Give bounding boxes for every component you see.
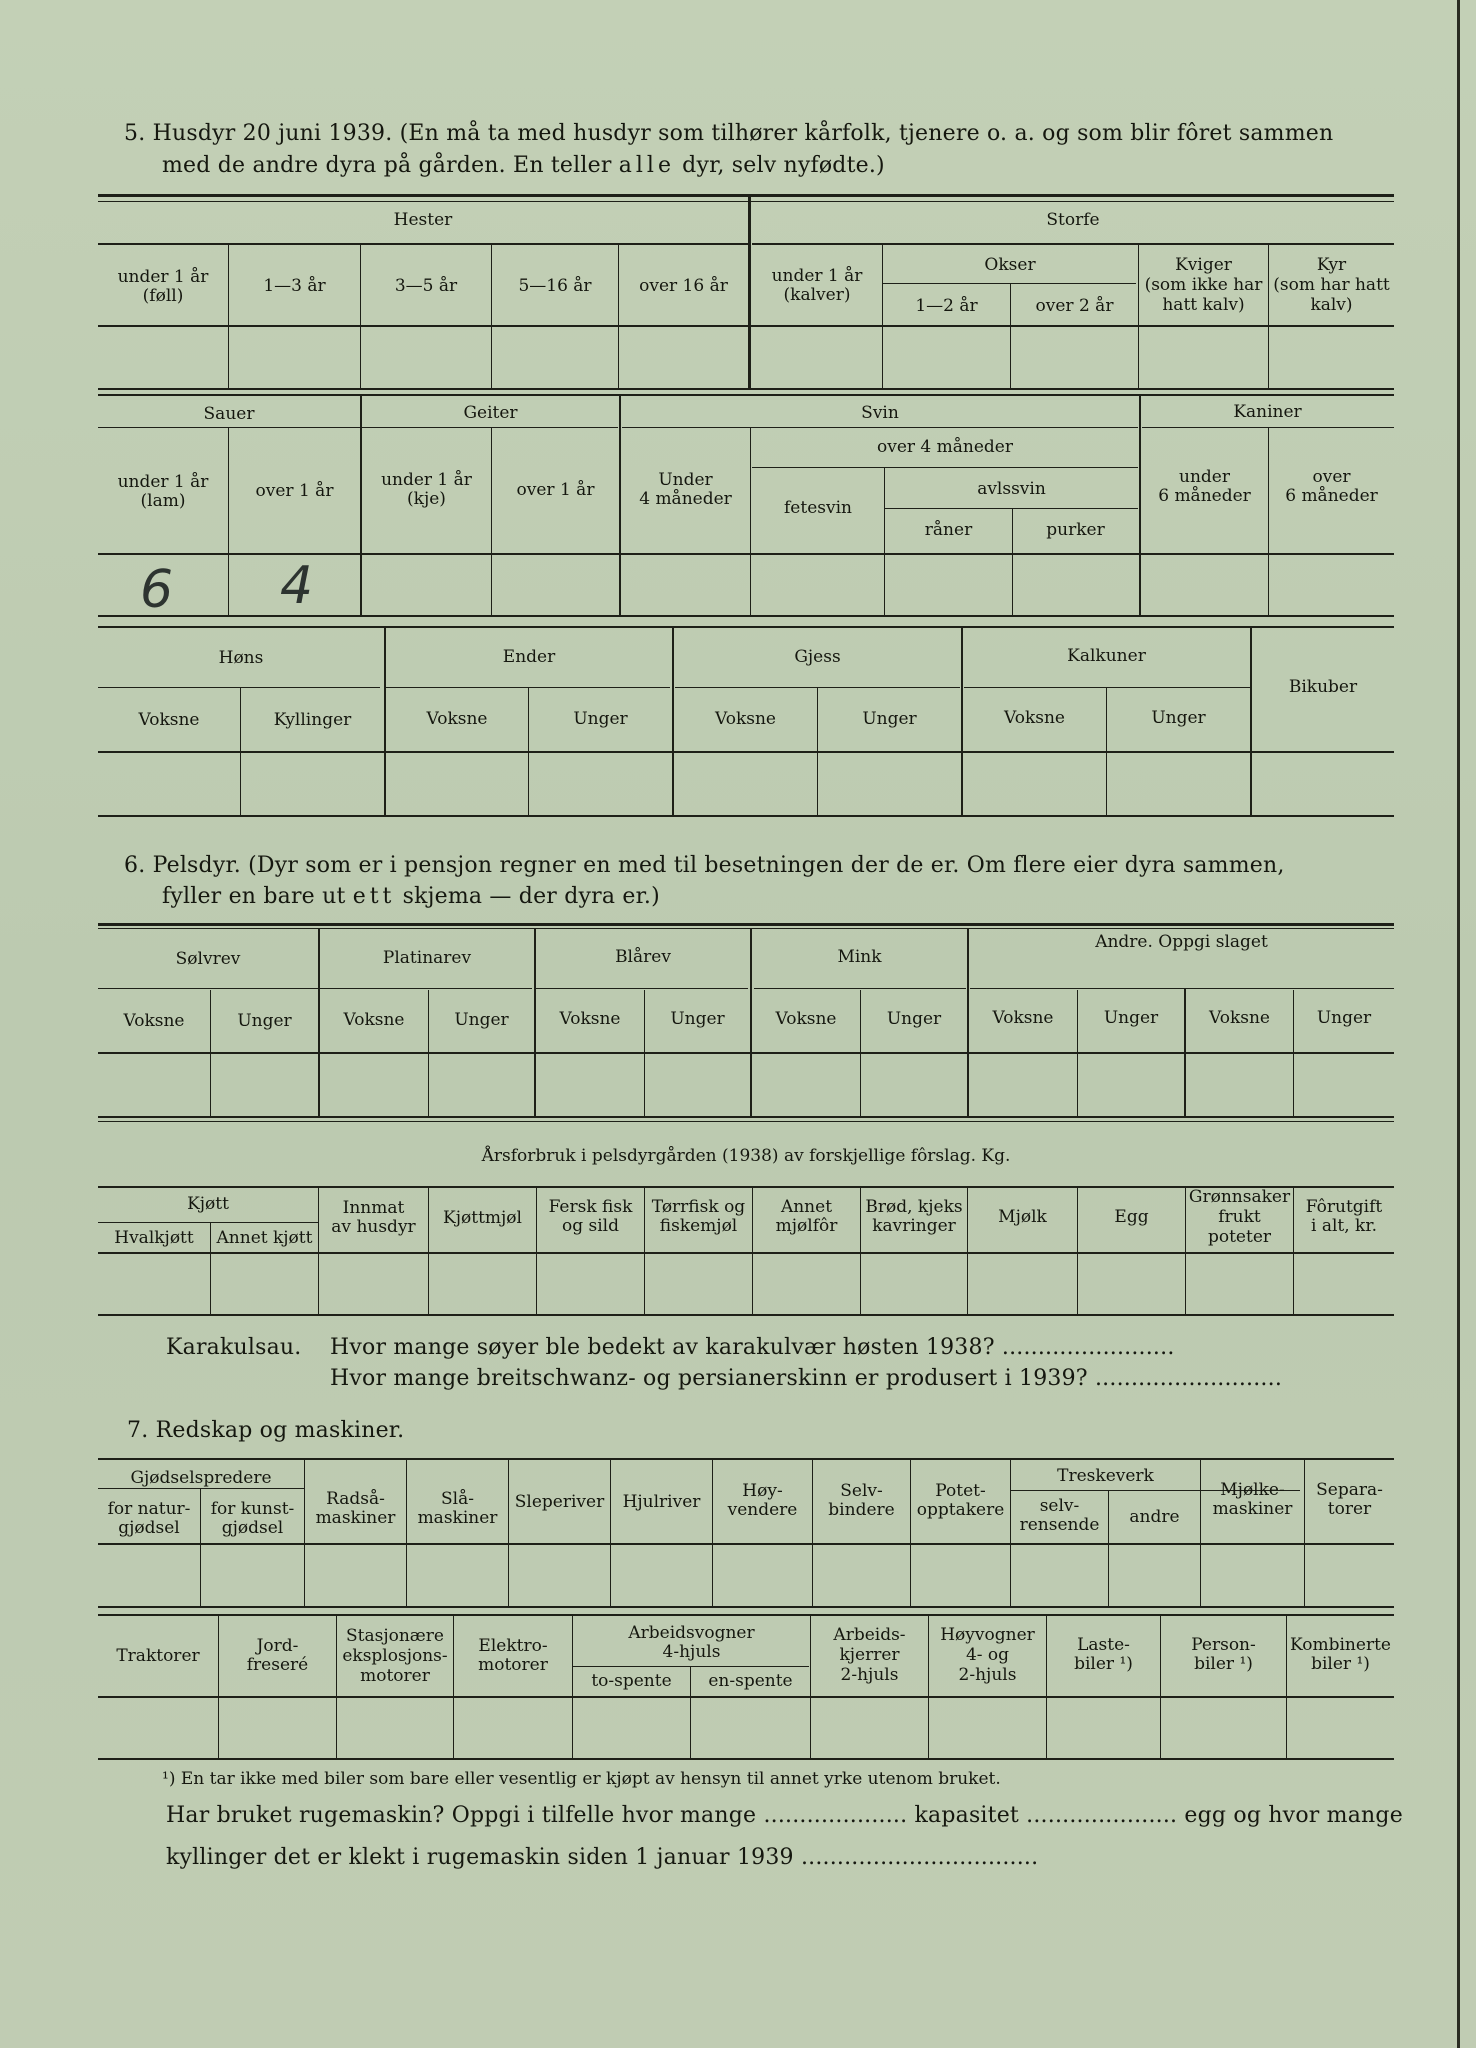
table-rule xyxy=(98,427,618,428)
fersk-fisk-label: Fersk fisk og sild xyxy=(548,1197,633,1236)
selvbindere-label: Selv- bindere xyxy=(828,1481,895,1520)
table-rule xyxy=(360,245,361,389)
andre1-unger-label: Unger xyxy=(1103,1008,1159,1028)
purker-label: purker xyxy=(1046,520,1105,540)
elektromotorer-label: Elektro- motorer xyxy=(478,1636,548,1675)
kombinerte-biler-label: Kombinerte biler ¹) xyxy=(1290,1635,1391,1674)
table-rule xyxy=(98,1252,1394,1254)
annet-kjott-label: Annet kjøtt xyxy=(216,1228,313,1248)
torrfisk-label: Tørrfisk og fiskemjøl xyxy=(651,1197,746,1236)
table-rule xyxy=(98,1614,1394,1616)
mjolk-label: Mjølk xyxy=(998,1207,1047,1227)
blarev-header: Blårev xyxy=(615,947,671,967)
gjess-header: Gjess xyxy=(794,647,841,667)
mink-unger-label: Unger xyxy=(886,1009,942,1029)
ender-voksne-label: Voksne xyxy=(426,709,488,729)
s5-heading-line2: med de andre dyra på gården. En teller alle dyr, selv nyfødte.) xyxy=(162,153,885,178)
lastebiler-label: Laste- biler ¹) xyxy=(1074,1635,1133,1674)
potetopptakere-label: Potet- opptakere xyxy=(916,1481,1005,1520)
table-rule xyxy=(491,245,492,389)
s6-heading-line2: fyller en bare ut ett skjema — der dyra er.) xyxy=(162,884,660,909)
gronnsaker-label: Grønnsaker frukt poteter xyxy=(1188,1187,1291,1247)
hons-voksne-label: Voksne xyxy=(138,710,200,730)
table-rule xyxy=(98,928,1394,929)
table-rule xyxy=(528,688,529,816)
table-rule xyxy=(98,923,1394,926)
solvrev-header: Sølvrev xyxy=(175,949,241,969)
table-rule xyxy=(98,394,1394,396)
s5-heading-line1: 5. Husdyr 20 juni 1939. (En må ta med husdyr som tilhører kårfolk, tjenere o. a. og som blir fôret sammen xyxy=(124,121,1334,146)
forutgift-label: Fôrutgift i alt, kr. xyxy=(1305,1197,1383,1236)
table-rule xyxy=(508,1460,509,1607)
kviger-label: Kviger (som ikke har hatt kalv) xyxy=(1144,255,1263,315)
platinarev-voksne-label: Voksne xyxy=(343,1010,405,1030)
bikuber-header: Bikuber xyxy=(1288,677,1358,697)
table-rule xyxy=(964,687,1250,688)
table-rule xyxy=(98,988,318,989)
solvrev-unger-label: Unger xyxy=(237,1011,292,1031)
hester-under1-label: under 1 år (føll) xyxy=(117,267,209,306)
radsamaskiner-label: Radså- maskiner xyxy=(315,1489,396,1528)
platinarev-header: Platinarev xyxy=(382,948,472,968)
geiter-under1-label: under 1 år (kje) xyxy=(381,470,472,509)
table-rule xyxy=(98,751,1394,753)
table-rule xyxy=(406,1460,407,1607)
en-spente-label: en-spente xyxy=(708,1671,793,1691)
gjodselspredere-header: Gjødselspredere xyxy=(130,1468,272,1488)
kaniner-over6-label: over 6 måneder xyxy=(1285,467,1378,506)
svin-under4-label: Under 4 måneder xyxy=(639,470,732,509)
sleperiver-label: Sleperiver xyxy=(514,1492,605,1512)
jordfresere-label: Jord- freseré xyxy=(246,1636,309,1675)
rugemaskin-question-1: Har bruket rugemaskin? Oppgi i tilfelle hvor mange .................... kapasitet ..................... egg og hvor mange xyxy=(166,1803,1403,1828)
selvrensende-label: selv- rensende xyxy=(1019,1496,1100,1535)
treskeverk-andre-label: andre xyxy=(1129,1507,1180,1527)
fetesvin-label: fetesvin xyxy=(784,498,852,518)
table-rule xyxy=(98,815,1394,817)
table-rule xyxy=(98,1222,318,1223)
table-rule xyxy=(752,467,1138,468)
table-rule xyxy=(98,1121,1394,1122)
table-rule xyxy=(1268,428,1269,616)
kaniner-header: Kaniner xyxy=(1233,402,1302,422)
separatorer-label: Separa- torer xyxy=(1316,1480,1383,1519)
svin-header: Svin xyxy=(861,403,899,423)
for-naturgjodsel-label: for natur- gjødsel xyxy=(107,1499,191,1538)
geiter-over1-label: over 1 år xyxy=(516,480,595,500)
table-rule xyxy=(98,201,1394,202)
table-rule xyxy=(884,508,1138,509)
kyr-label: Kyr (som har hatt kalv) xyxy=(1273,255,1390,315)
kjott-header: Kjøtt xyxy=(187,1194,229,1214)
sauer-lam-handwritten-value: 6 xyxy=(140,560,174,620)
karakul-question-1: Hvor mange søyer ble bedekt av karakulvær høsten 1938? ........................ xyxy=(330,1335,1175,1360)
slamaskiner-label: Slå- maskiner xyxy=(417,1489,498,1528)
table-rule xyxy=(98,1314,1394,1316)
innmat-label: Innmat av husdyr xyxy=(331,1198,416,1237)
table-rule xyxy=(98,243,748,245)
stasjonaere-motorer-label: Stasjonære eksplosjons- motorer xyxy=(342,1626,448,1686)
kalkuner-voksne-label: Voksne xyxy=(1004,708,1065,728)
hester-3-5-label: 3—5 år xyxy=(394,276,458,296)
arsforbruk-title: Årsforbruk i pelsdyrgården (1938) av forskjellige fôrslag. Kg. xyxy=(481,1146,1011,1166)
table-rule xyxy=(491,428,492,616)
table-rule xyxy=(98,1052,1394,1054)
hester-header: Hester xyxy=(393,210,453,230)
gjess-unger-label: Unger xyxy=(862,709,917,729)
hoyvendere-label: Høy- vendere xyxy=(727,1481,798,1520)
andre1-voksne-label: Voksne xyxy=(992,1008,1054,1028)
raner-label: råner xyxy=(924,520,973,540)
treskeverk-header: Treskeverk xyxy=(1057,1466,1154,1486)
table-rule xyxy=(98,325,1394,327)
table-rule xyxy=(98,1116,1394,1118)
avlssvin-header: avlssvin xyxy=(977,479,1046,499)
table-rule xyxy=(304,1460,305,1607)
hester-over16-label: over 16 år xyxy=(639,276,728,296)
ender-unger-label: Unger xyxy=(573,709,628,729)
hjulriver-label: Hjulriver xyxy=(622,1492,701,1512)
karakul-question-2: Hvor mange breitschwanz- og persianerskinn er produsert i 1939? .......................... xyxy=(330,1366,1283,1391)
table-rule xyxy=(622,427,1138,428)
sauer-over1-handwritten-value: 4 xyxy=(280,556,314,616)
kaniner-under6-label: under 6 måneder xyxy=(1158,467,1251,506)
blarev-voksne-label: Voksne xyxy=(559,1009,621,1029)
arbeidsvogner-header: Arbeidsvogner 4-hjuls xyxy=(628,1623,755,1662)
table-rule xyxy=(428,1188,429,1315)
table-rule xyxy=(210,990,211,1117)
to-spente-label: to-spente xyxy=(591,1671,672,1691)
table-rule xyxy=(752,243,1394,245)
ender-header: Ender xyxy=(502,647,556,667)
hoyvogner-label: Høyvogner 4- og 2-hjuls xyxy=(940,1625,1035,1685)
kjottmjol-label: Kjøttmjøl xyxy=(443,1208,522,1228)
kalkuner-header: Kalkuner xyxy=(1067,646,1146,666)
table-rule xyxy=(98,388,1394,390)
table-rule xyxy=(98,194,1394,197)
hester-1-3-label: 1—3 år xyxy=(263,276,326,296)
table-rule xyxy=(817,688,818,816)
table-rule xyxy=(754,988,966,989)
mjolkemaskiner-label: Mjølke- maskiner xyxy=(1212,1480,1293,1519)
table-rule xyxy=(573,1666,809,1667)
footnote-biler: ¹) En tar ikke med biler som bare eller vesentlig er kjøpt av hensyn til annet yrke utenom bruket. xyxy=(162,1769,1001,1789)
sauer-header: Sauer xyxy=(203,404,255,424)
platinarev-unger-label: Unger xyxy=(454,1010,509,1030)
okser-over2-label: over 2 år xyxy=(1035,296,1114,316)
annet-mjolfor-label: Annet mjølfôr xyxy=(775,1197,838,1236)
table-rule xyxy=(748,197,751,389)
mink-header: Mink xyxy=(837,947,882,967)
table-rule xyxy=(98,1696,1394,1698)
hons-kyllinger-label: Kyllinger xyxy=(273,710,352,730)
s6-heading-line1: 6. Pelsdyr. (Dyr som er i pensjon regner en med til besetningen der de er. Om flere eier dyra sammen, xyxy=(124,853,1285,878)
table-rule xyxy=(970,988,1394,989)
table-rule xyxy=(98,1758,1394,1760)
table-rule xyxy=(536,988,748,989)
table-rule xyxy=(98,687,380,688)
karakul-label: Karakulsau. xyxy=(166,1335,302,1360)
andre2-unger-label: Unger xyxy=(1316,1008,1372,1028)
egg-label: Egg xyxy=(1114,1207,1149,1227)
table-rule xyxy=(610,1460,611,1607)
andre-pelsdyr-header: Andre. Oppgi slaget xyxy=(1095,932,1268,952)
andre2-voksne-label: Voksne xyxy=(1209,1008,1270,1028)
personbiler-label: Person- biler ¹) xyxy=(1191,1635,1256,1674)
table-rule xyxy=(428,990,429,1117)
table-rule xyxy=(320,988,532,989)
arbeidskjerrer-label: Arbeids- kjerrer 2-hjuls xyxy=(833,1625,906,1685)
okser-header: Okser xyxy=(984,255,1036,275)
table-rule xyxy=(618,245,619,389)
storfe-under1-label: under 1 år (kalver) xyxy=(771,266,863,305)
table-rule xyxy=(1106,688,1107,816)
brod-kjeks-label: Brød, kjeks kavringer xyxy=(865,1197,963,1236)
sauer-over1-label: over 1 år xyxy=(255,481,334,501)
storfe-header: Storfe xyxy=(1046,210,1100,230)
blarev-unger-label: Unger xyxy=(670,1009,725,1029)
table-rule xyxy=(98,626,1394,628)
rugemaskin-question-2: kyllinger det er klekt i rugemaskin siden 1 januar 1939 ................................. xyxy=(166,1845,1039,1870)
table-rule xyxy=(228,428,229,616)
hvalkjott-label: Hvalkjøtt xyxy=(114,1228,194,1248)
svin-over4-header: over 4 måneder xyxy=(877,437,1013,457)
s7-heading: 7. Redskap og maskiner. xyxy=(127,1418,405,1443)
for-kunstgjodsel-label: for kunst- gjødsel xyxy=(210,1499,295,1538)
table-rule xyxy=(1250,628,1252,816)
table-rule xyxy=(98,1488,304,1489)
hester-5-16-label: 5—16 år xyxy=(518,276,592,296)
table-rule xyxy=(1184,988,1186,1117)
table-rule xyxy=(1139,396,1141,616)
table-rule xyxy=(882,283,1136,284)
solvrev-voksne-label: Voksne xyxy=(123,1011,185,1031)
table-rule xyxy=(228,245,229,389)
gjess-voksne-label: Voksne xyxy=(715,709,776,729)
geiter-header: Geiter xyxy=(463,403,518,423)
table-rule xyxy=(98,553,1394,555)
table-rule xyxy=(750,428,751,616)
traktorer-label: Traktorer xyxy=(116,1646,200,1666)
kalkuner-unger-label: Unger xyxy=(1151,708,1206,728)
hons-header: Høns xyxy=(218,648,264,668)
mink-voksne-label: Voksne xyxy=(775,1009,837,1029)
sauer-under1-label: under 1 år (lam) xyxy=(117,472,209,511)
okser-1-2-label: 1—2 år xyxy=(915,296,978,316)
table-rule xyxy=(240,688,241,816)
